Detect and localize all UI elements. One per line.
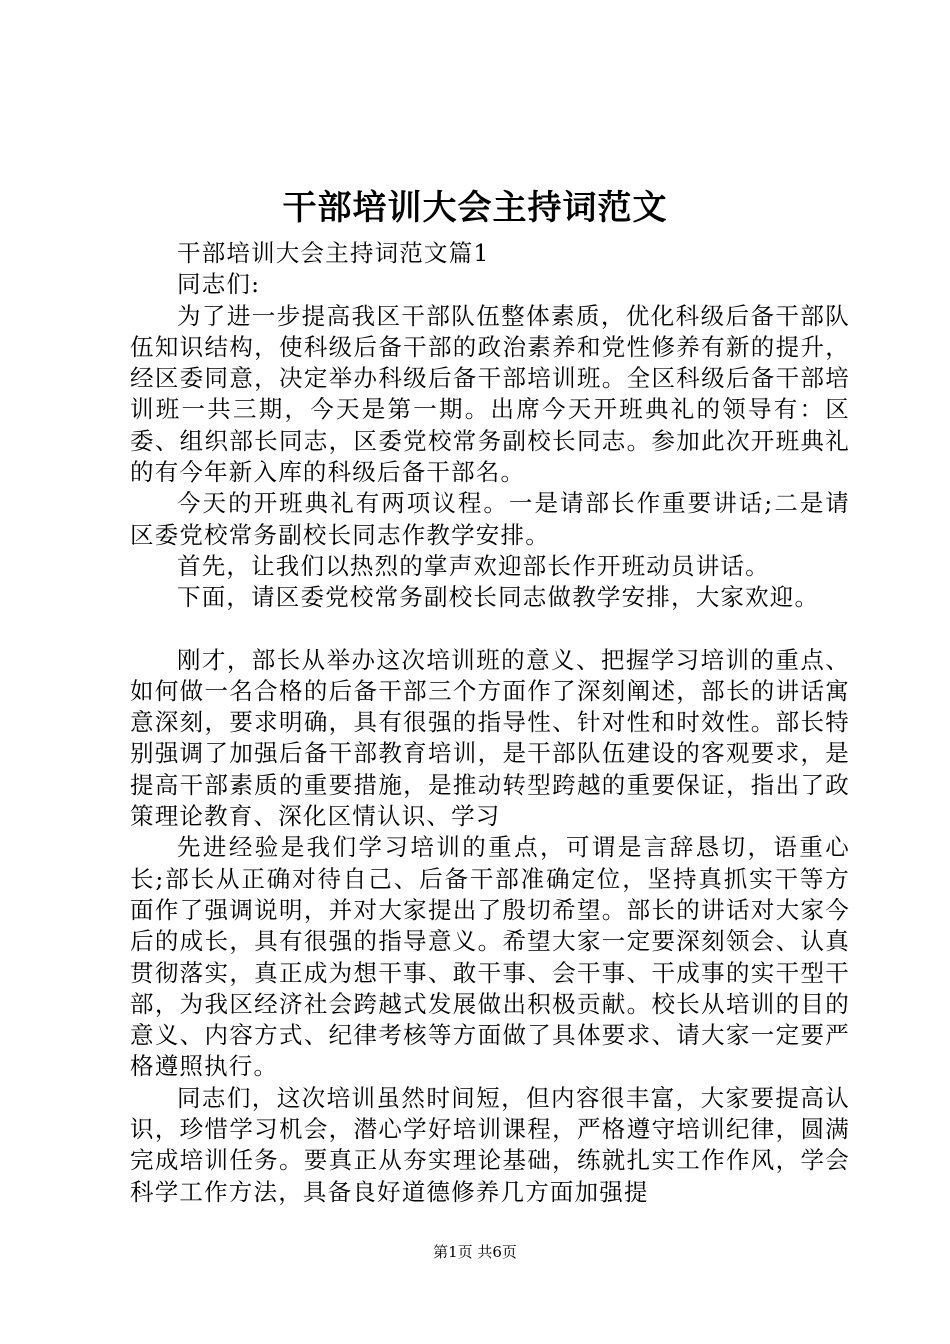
- section-heading: 干部培训大会主持词范文篇1: [177, 239, 490, 267]
- page-footer: 第1页 共6页: [433, 1243, 517, 1261]
- document-title: 干部培训大会主持词范文: [282, 188, 668, 228]
- body-paragraph: 下面，请区委党校常务副校长同志做教学安排，大家欢迎。: [177, 583, 820, 612]
- body-paragraph: 刚才，部长从举办这次培训班的意义、把握学习培训的重点、如何做一名合格的后备干部三个方面作了深刻阐述，部长的讲话寓意深刻，要求明确，具有很强的指导性、针对性和时效性。部长特别强调了加强后备干部教育培训，是干部队伍建设的客观要求，是提高干部素质的重要措施，是推动转型跨越的重要保证，指出了政策理论教育、深化区情认识、学习: [130, 645, 850, 831]
- body-paragraph: 先进经验是我们学习培训的重点，可谓是言辞恳切，语重心长;部长从正确对待自己、后备干部准确定位，坚持真抓实干等方面作了强调说明，并对大家提出了殷切希望。部长的讲话对大家今后的成长，具有很强的指导意义。希望大家一定要深刻领会、认真贯彻落实，真正成为想干事、敢干事、会干事、干成事的实干型干部，为我区经济社会跨越式发展做出积极贡献。校长从培训的目的意义、内容方式、纪律考核等方面做了具体要求、请大家一定要严格遵照执行。: [130, 833, 850, 1081]
- document-body: [130, 238, 850, 1208]
- body-paragraph: 为了进一步提高我区干部队伍整体素质，优化科级后备干部队伍知识结构，使科级后备干部的政治素养和党性修养有新的提升，经区委同意，决定举办科级后备干部培训班。全区科级后备干部培训班一共三期，今天是第一期。出席今天开班典礼的领导有：区委、组织部长同志，区委党校常务副校长同志。参加此次开班典礼的有今年新入库的科级后备干部名。: [130, 301, 850, 487]
- salutation: 同志们:: [177, 270, 261, 299]
- body-paragraph: 今天的开班典礼有两项议程。一是请部长作重要讲话;二是请区委党校常务副校长同志作教学安排。: [130, 489, 850, 549]
- body-paragraph: 首先，让我们以热烈的掌声欢迎部长作开班动员讲话。: [177, 551, 770, 580]
- body-paragraph: 同志们，这次培训虽然时间短，但内容很丰富，大家要提高认识，珍惜学习机会，潜心学好培训课程，严格遵守培训纪律，圆满完成培训任务。要真正从夯实理论基础，练就扎实工作作风，学会科学工作方法，具备良好道德修养几方面加强提: [130, 1083, 850, 1206]
